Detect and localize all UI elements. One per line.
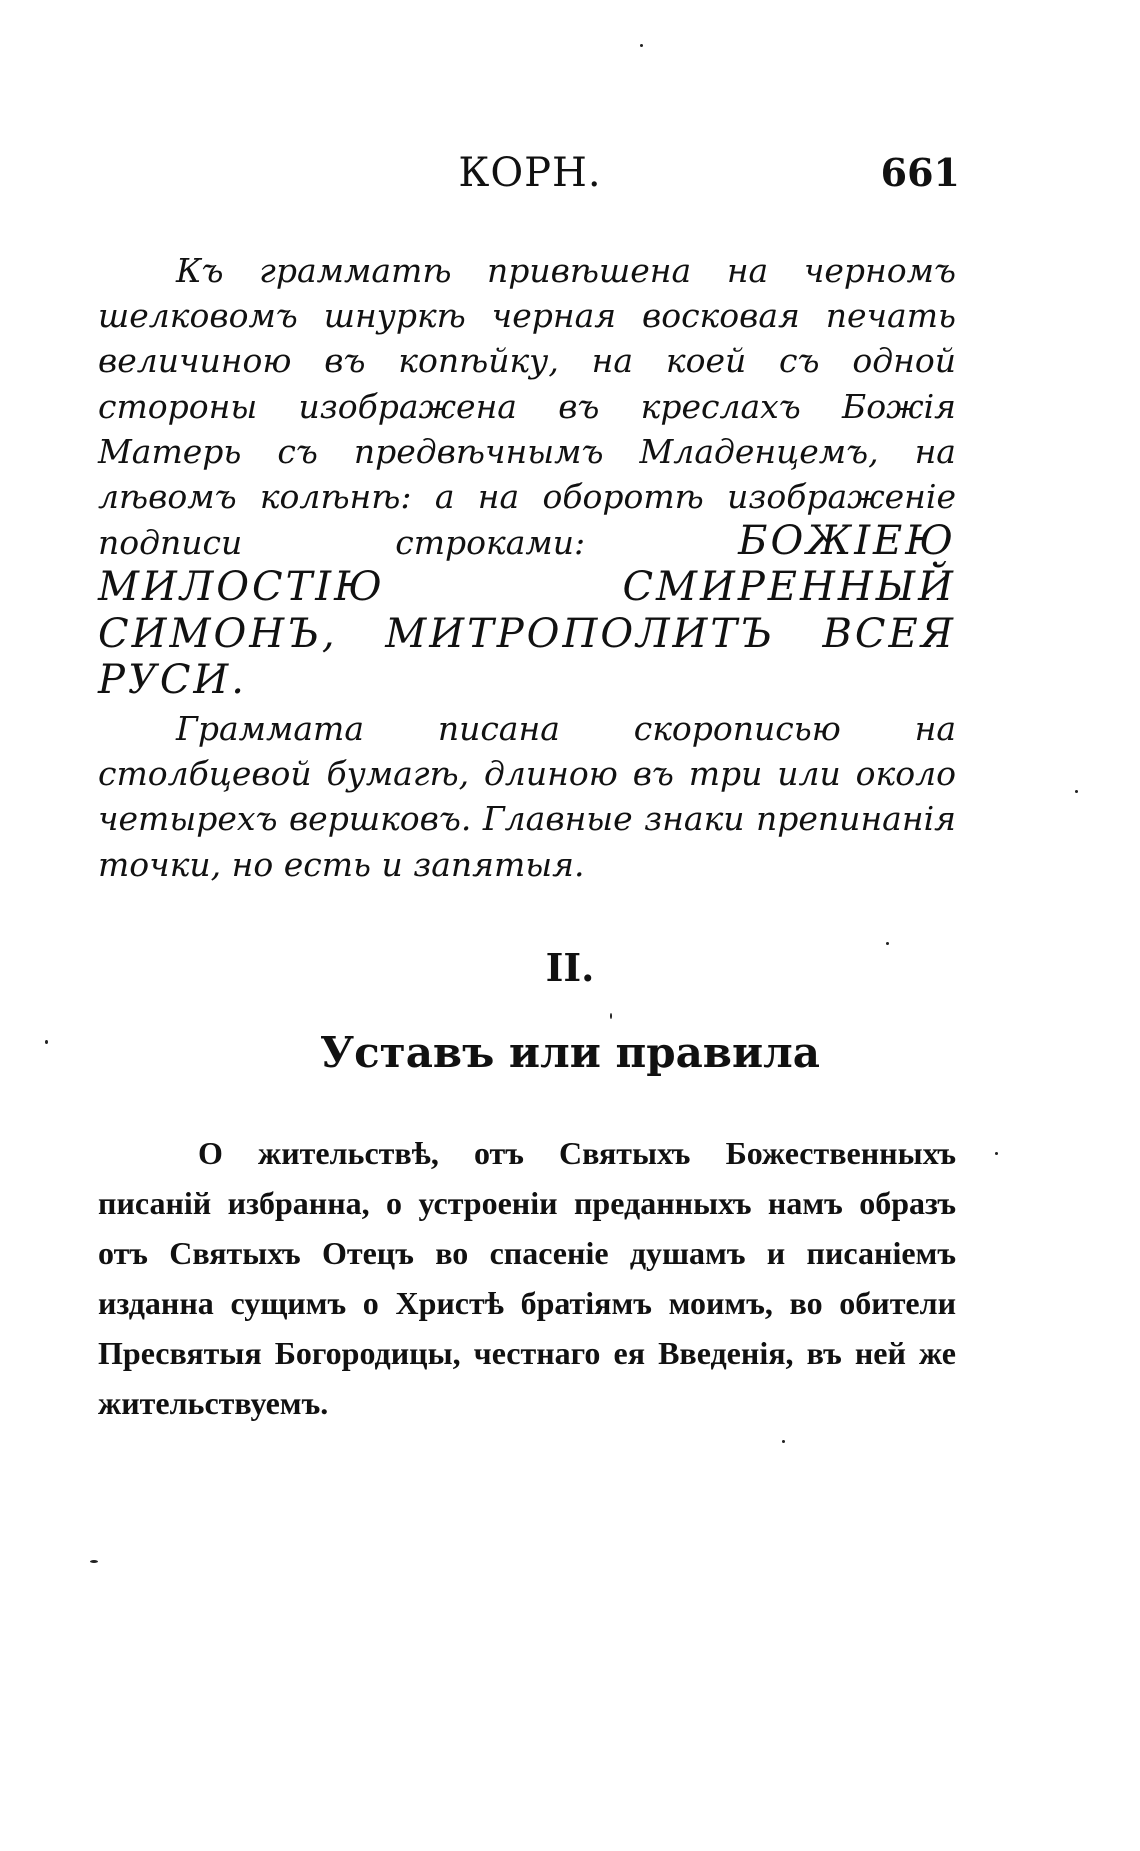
print-speck	[610, 1013, 612, 1019]
document-description-text: Грамматa писана скорописью на столбцевой бумагѣ, длиною въ три или около четырехъ вершковъ. Главные знаки препинанія точки, но есть и запятыя.	[98, 709, 956, 884]
seal-inscription: БОЖІЕЮ МИЛОСТІЮ СМИРЕННЫЙ СИМОНЪ, МИТРОПОЛИТЪ ВСЕЯ РУСИ.	[98, 518, 956, 703]
seal-description-paragraph	[98, 248, 956, 704]
document-description-paragraph	[98, 706, 956, 887]
section-number: II.	[545, 945, 595, 990]
rule-intro-paragraph	[98, 1128, 956, 1428]
seal-description-text: Къ грамматѣ привѣшена на черномъ шелковомъ шнуркѣ черная восковая печать величиною въ копѣйку, на коей съ одной стороны изображена въ креслахъ Божія Матерь съ предвѣчнымъ Младенцемъ, на лѣвомъ колѣнѣ: а на оборотѣ изображеніе подписи строками:	[98, 251, 956, 563]
print-speck	[45, 1040, 48, 1044]
rule-intro-text: О жительствѣ, отъ Святыхъ Божественныхъ писаній избранна, о устроеніи преданныхъ намъ образъ отъ Святыхъ Отецъ во спасеніе душамъ и писаніемъ изданна сущимъ о Христѣ братіямъ моимъ, во обители Пресвятыя Богородицы, честнаго ея Введенія, въ ней же жительствуемъ.	[98, 1135, 956, 1421]
print-speck	[640, 44, 643, 47]
running-title: КОРН.	[458, 150, 602, 196]
print-speck	[1075, 790, 1078, 793]
print-speck	[782, 1440, 785, 1443]
running-head	[100, 150, 960, 210]
page-number: 661	[880, 150, 960, 195]
section-heading: Уставъ или правила	[320, 1028, 820, 1077]
print-speck	[90, 1560, 98, 1563]
print-speck	[995, 1152, 998, 1155]
print-speck	[886, 942, 889, 945]
